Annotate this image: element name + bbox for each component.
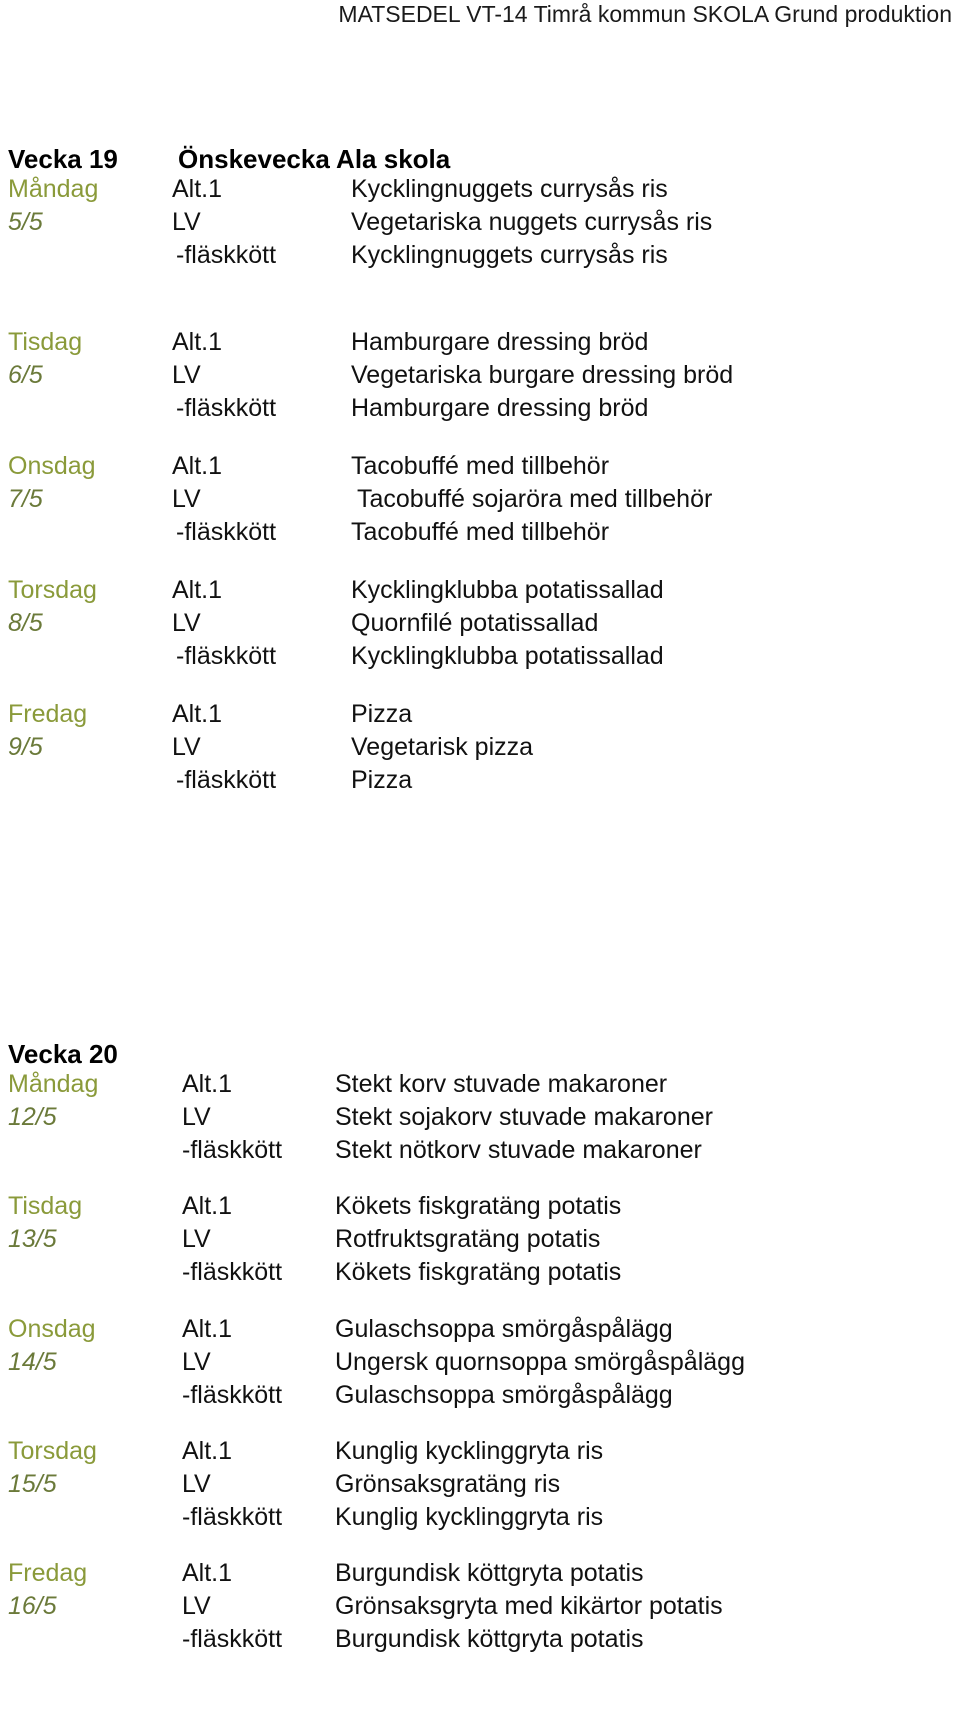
lv-dish: Stekt sojakorv stuvade makaroner xyxy=(335,1103,713,1131)
week-subtitle: Önskevecka Ala skola xyxy=(178,144,451,174)
lv-dish: Quornfilé potatissallad xyxy=(351,609,599,637)
lv-dish: Grönsaksgryta med kikärtor potatis xyxy=(335,1592,723,1620)
alt1-dish: Kycklingklubba potatissallad xyxy=(351,576,664,604)
lv-label: LV xyxy=(182,1470,211,1498)
nopork-dish: Kunglig kycklinggryta ris xyxy=(335,1503,604,1531)
day-date: 9/5 xyxy=(8,733,43,761)
nopork-label: -fläskkött xyxy=(182,1136,283,1164)
day-name: Fredag xyxy=(8,700,88,728)
nopork-dish: Pizza xyxy=(351,766,413,794)
nopork-label: -fläskkött xyxy=(176,241,277,269)
document-header: MATSEDEL VT-14 Timrå kommun SKOLA Grund produktion xyxy=(338,1,952,27)
alt1-label: Alt.1 xyxy=(182,1070,233,1098)
alt1-dish: Burgundisk köttgryta potatis xyxy=(335,1559,644,1587)
alt1-label: Alt.1 xyxy=(182,1192,233,1220)
lv-label: LV xyxy=(182,1225,211,1253)
day-name: Onsdag xyxy=(8,452,96,480)
day-tuesday xyxy=(0,326,960,428)
day-name: Fredag xyxy=(8,1559,88,1587)
alt1-dish: Tacobuffé med tillbehör xyxy=(351,452,610,480)
lv-dish: Vegetarisk pizza xyxy=(351,733,534,761)
alt1-dish: Kycklingnuggets currysås ris xyxy=(351,175,668,203)
day-date: 7/5 xyxy=(8,485,43,513)
lv-label: LV xyxy=(172,485,201,513)
nopork-label: -fläskkött xyxy=(182,1258,283,1286)
nopork-label: -fläskkött xyxy=(176,394,277,422)
nopork-label: -fläskkött xyxy=(176,518,277,546)
day-name: Tisdag xyxy=(8,328,83,356)
nopork-dish: Hamburgare dressing bröd xyxy=(351,394,649,422)
alt1-label: Alt.1 xyxy=(172,452,223,480)
nopork-label: -fläskkött xyxy=(176,642,277,670)
day-tuesday xyxy=(0,1190,960,1292)
lv-label: LV xyxy=(182,1103,211,1131)
nopork-dish: Kycklingnuggets currysås ris xyxy=(351,241,668,269)
nopork-dish: Burgundisk köttgryta potatis xyxy=(335,1625,644,1653)
lv-dish: Ungersk quornsoppa smörgåspålägg xyxy=(335,1348,745,1376)
nopork-label: -fläskkött xyxy=(182,1381,283,1409)
nopork-label: -fläskkött xyxy=(176,766,277,794)
alt1-label: Alt.1 xyxy=(172,700,223,728)
lv-label: LV xyxy=(182,1592,211,1620)
nopork-label: -fläskkött xyxy=(182,1503,283,1531)
lv-label: LV xyxy=(172,733,201,761)
lv-dish: Vegetariska burgare dressing bröd xyxy=(351,361,734,389)
alt1-label: Alt.1 xyxy=(172,576,223,604)
day-monday xyxy=(0,1068,960,1170)
lv-label: LV xyxy=(172,208,201,236)
day-date: 14/5 xyxy=(8,1348,57,1376)
alt1-dish: Pizza xyxy=(351,700,413,728)
week-number: Vecka 19 xyxy=(8,144,118,174)
day-name: Onsdag xyxy=(8,1315,96,1343)
day-friday xyxy=(0,698,960,800)
day-friday xyxy=(0,1557,960,1659)
nopork-dish: Gulaschsoppa smörgåspålägg xyxy=(335,1381,673,1409)
day-date: 12/5 xyxy=(8,1103,57,1131)
day-name: Måndag xyxy=(8,1070,99,1098)
day-name: Tisdag xyxy=(8,1192,83,1220)
alt1-label: Alt.1 xyxy=(172,328,223,356)
alt1-label: Alt.1 xyxy=(172,175,223,203)
lv-label: LV xyxy=(182,1348,211,1376)
alt1-label: Alt.1 xyxy=(182,1437,233,1465)
nopork-label: -fläskkött xyxy=(182,1625,283,1653)
day-name: Torsdag xyxy=(8,1437,97,1465)
lv-dish: Rotfruktsgratäng potatis xyxy=(335,1225,601,1253)
week-number: Vecka 20 xyxy=(8,1039,118,1069)
day-date: 16/5 xyxy=(8,1592,57,1620)
week-title xyxy=(8,142,451,176)
day-date: 6/5 xyxy=(8,361,43,389)
day-wednesday xyxy=(0,450,960,552)
day-thursday xyxy=(0,1435,960,1537)
lv-label: LV xyxy=(172,361,201,389)
nopork-dish: Stekt nötkorv stuvade makaroner xyxy=(335,1136,702,1164)
day-monday xyxy=(0,173,960,275)
day-date: 8/5 xyxy=(8,609,43,637)
nopork-dish: Tacobuffé med tillbehör xyxy=(351,518,610,546)
alt1-dish: Gulaschsoppa smörgåspålägg xyxy=(335,1315,673,1343)
alt1-label: Alt.1 xyxy=(182,1315,233,1343)
day-date: 5/5 xyxy=(8,208,43,236)
day-name: Torsdag xyxy=(8,576,97,604)
lv-label: LV xyxy=(172,609,201,637)
alt1-label: Alt.1 xyxy=(182,1559,233,1587)
day-date: 15/5 xyxy=(8,1470,57,1498)
alt1-dish: Hamburgare dressing bröd xyxy=(351,328,649,356)
day-wednesday xyxy=(0,1313,960,1415)
lv-dish: Grönsaksgratäng ris xyxy=(335,1470,561,1498)
nopork-dish: Kökets fiskgratäng potatis xyxy=(335,1258,622,1286)
nopork-dish: Kycklingklubba potatissallad xyxy=(351,642,664,670)
day-name: Måndag xyxy=(8,175,99,203)
alt1-dish: Kökets fiskgratäng potatis xyxy=(335,1192,622,1220)
lv-dish: Vegetariska nuggets currysås ris xyxy=(351,208,713,236)
lv-dish: Tacobuffé sojaröra med tillbehör xyxy=(357,485,713,513)
alt1-dish: Stekt korv stuvade makaroner xyxy=(335,1070,668,1098)
day-thursday xyxy=(0,574,960,676)
day-date: 13/5 xyxy=(8,1225,57,1253)
week-title xyxy=(8,1037,118,1071)
alt1-dish: Kunglig kycklinggryta ris xyxy=(335,1437,604,1465)
